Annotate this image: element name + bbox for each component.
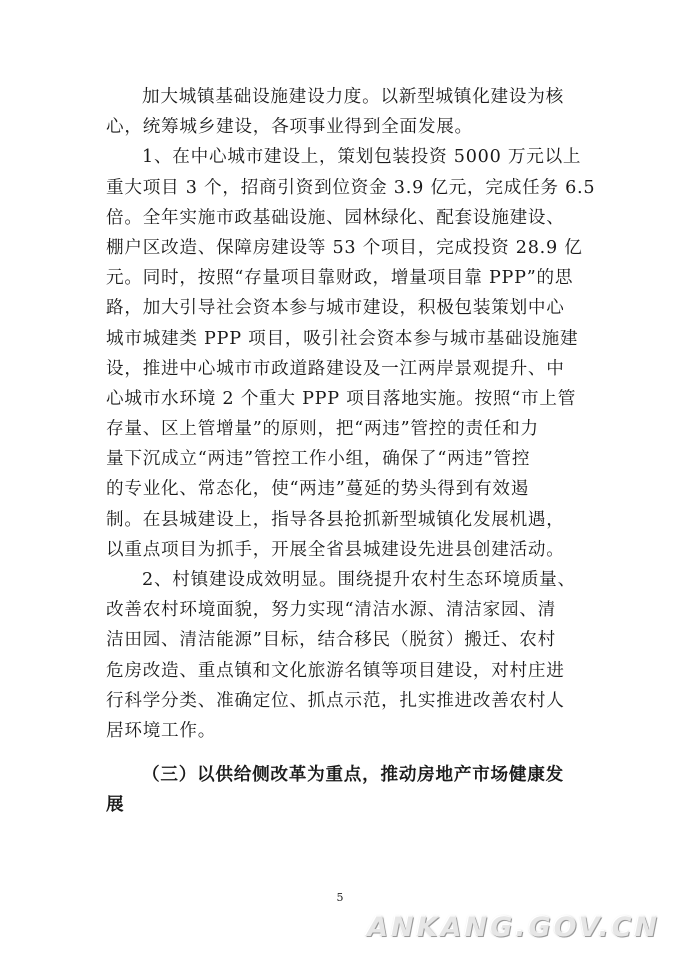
paragraph-line: 制。在县城建设上，指导各县抢抓新型城镇化发展机遇， — [106, 509, 565, 530]
section-heading-line: 展 — [106, 794, 125, 816]
site-watermark: ANKANG.GOV.CN — [367, 912, 660, 943]
paragraph-line: 危房改造、重点镇和文化旅游名镇等项目建设，对村庄进 — [106, 660, 565, 681]
paragraph-line: 倍。全年实施市政基础设施、园林绿化、配套设施建设、 — [106, 207, 565, 228]
paragraph-line: 城市城建类 PPP 项目，吸引社会资本参与城市基础设施建 — [106, 328, 579, 349]
paragraph-line: 1、在中心城市建设上，策划包装投资 5000 万元以上 — [142, 147, 582, 168]
paragraph-line: 存量、区上管增量”的原则，把“两违”管控的责任和力 — [106, 419, 539, 440]
paragraph-line: 以重点项目为抓手，开展全省县城建设先进县创建活动。 — [106, 539, 565, 560]
paragraph-line: 改善农村环境面貌，努力实现“清洁水源、清洁家园、清 — [106, 600, 556, 621]
paragraph-line: 2、村镇建设成效明显。围绕提升农村生态环境质量、 — [142, 570, 576, 590]
paragraph-line: 元。同时，按照“存量项目靠财政，增量项目靠 PPP”的思 — [106, 268, 574, 289]
paragraph-line: 的专业化、常态化，使“两违”蔓延的势头得到有效遏 — [106, 479, 530, 500]
section-heading-line: （三）以供给侧改革为重点，推动房地产市场健康发 — [142, 764, 564, 786]
paragraph-line: 量下沉成立“两违”管控工作小组，确保了“两违”管控 — [106, 449, 531, 470]
paragraph-line: 路，加大引导社会资本参与城市建设，积极包装策划中心 — [106, 298, 565, 319]
section-gap — [106, 746, 584, 760]
page-number: 5 — [336, 891, 344, 904]
paragraph-line: 棚户区改造、保障房建设等 53 个项目，完成投资 28.9 亿 — [106, 237, 583, 258]
paragraph-line: 加大城镇基础设施建设力度。以新型城镇化建设为核 — [142, 87, 564, 107]
paragraph-line: 心城市水环境 2 个重大 PPP 项目落地实施。按照“市上管 — [106, 388, 577, 409]
body-text — [106, 82, 596, 821]
paragraph-line: 居环境工作。 — [106, 720, 217, 741]
paragraph-line: 设，推进中心城市市政道路建设及一江两岸景观提升、中 — [106, 358, 565, 379]
paragraph-line: 心，统筹城乡建设，各项事业得到全面发展。 — [106, 117, 473, 138]
paragraph-line: 重大项目 3 个，招商引资到位资金 3.9 亿元，完成任务 6.5 — [106, 177, 596, 198]
paragraph-line: 洁田园、清洁能源”目标，结合移民（脱贫）搬迁、农村 — [106, 630, 556, 651]
paragraph-line: 行科学分类、准确定位、抓点示范，扎实推进改善农村人 — [106, 690, 565, 711]
